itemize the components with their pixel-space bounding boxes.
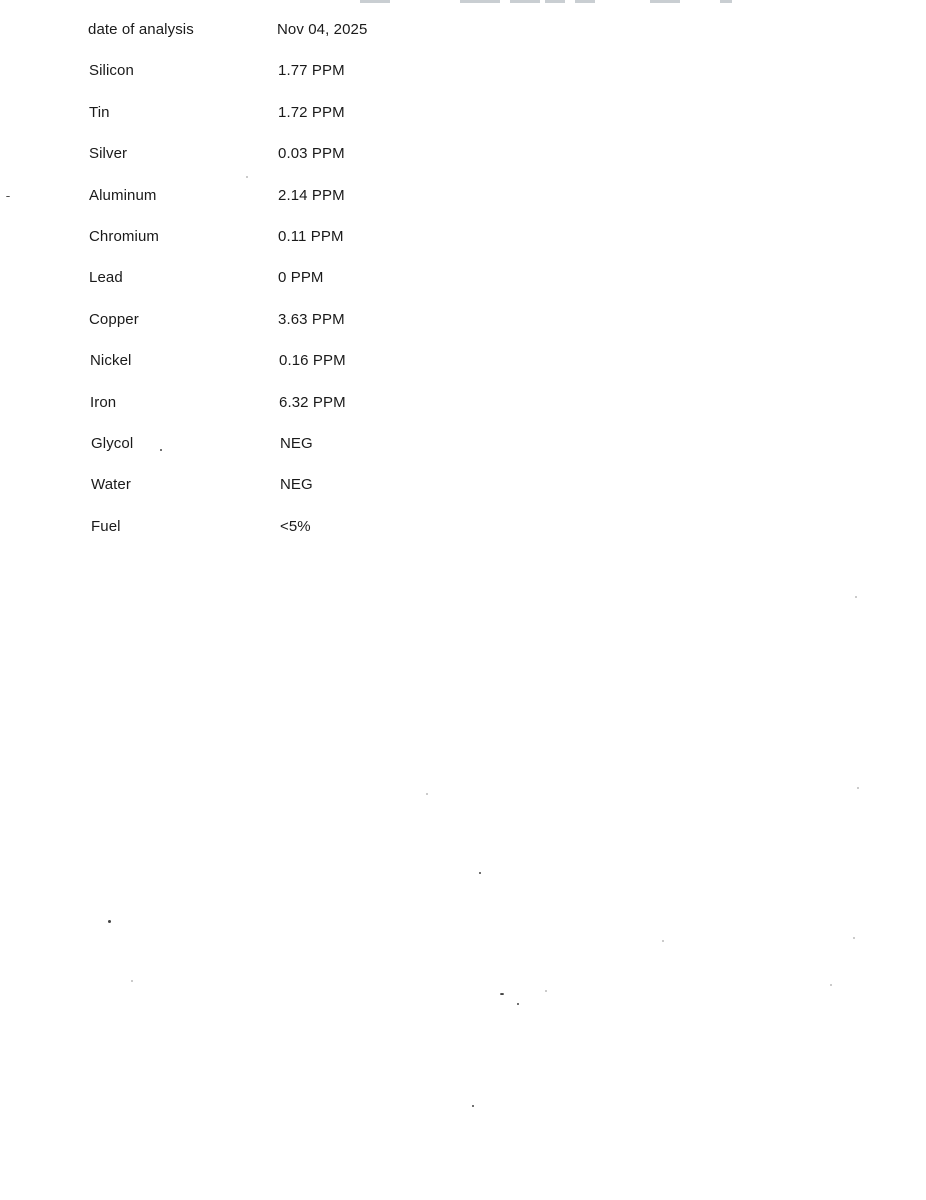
scan-speck — [246, 176, 248, 178]
scan-speck — [857, 787, 859, 789]
row-label: Nickel — [90, 352, 132, 370]
result-row-water — [88, 474, 508, 515]
row-label: date of analysis — [88, 21, 194, 38]
row-value: 0.11 PPM — [278, 227, 344, 245]
row-value: Nov 04, 2025 — [277, 21, 368, 38]
row-label: Glycol — [91, 434, 134, 452]
row-label: Iron — [90, 393, 117, 411]
scan-speck — [108, 920, 111, 923]
result-row-tin — [88, 102, 508, 143]
row-label: Tin — [89, 103, 110, 121]
row-value: 2.14 PPM — [278, 186, 345, 204]
result-row-silicon — [88, 60, 508, 101]
row-value: 0.03 PPM — [278, 145, 345, 163]
row-value: 3.63 PPM — [278, 310, 345, 328]
row-label: Copper — [89, 310, 139, 328]
row-label: Water — [91, 476, 131, 494]
scan-speck — [6, 196, 10, 197]
row-value: 0 PPM — [278, 269, 324, 287]
scan-speck — [662, 940, 664, 942]
result-row-fuel — [88, 516, 508, 557]
row-value: 0.16 PPM — [279, 352, 346, 370]
scan-speck — [426, 793, 428, 795]
result-row-copper — [88, 309, 508, 350]
result-row-glycol — [88, 433, 508, 474]
result-row-lead — [88, 267, 508, 308]
scan-speck — [855, 596, 857, 598]
result-row-iron — [88, 392, 508, 433]
result-row-aluminum — [88, 185, 508, 226]
row-label: Silver — [89, 145, 128, 163]
scan-speck — [545, 990, 547, 992]
row-value: 1.77 PPM — [278, 62, 345, 80]
row-value: NEG — [280, 434, 313, 452]
scan-speck — [517, 1003, 519, 1005]
scan-artifact-top-edge — [360, 0, 740, 3]
scan-speck — [830, 984, 832, 986]
row-value: NEG — [280, 476, 313, 494]
row-label: Silicon — [89, 62, 134, 80]
scan-speck — [500, 993, 504, 995]
row-value: <5% — [280, 517, 311, 535]
row-label: Fuel — [91, 517, 121, 535]
row-label: Chromium — [89, 227, 159, 245]
analysis-results-table — [88, 19, 508, 557]
row-value: 1.72 PPM — [278, 103, 345, 121]
result-row-silver — [88, 143, 508, 184]
scan-speck — [472, 1105, 474, 1107]
scan-speck — [853, 937, 855, 939]
scan-speck — [160, 449, 162, 451]
scan-speck — [131, 980, 133, 982]
scan-speck — [479, 872, 481, 874]
result-row-chromium — [88, 226, 508, 267]
result-row-date — [88, 19, 508, 60]
row-label: Aluminum — [89, 186, 157, 204]
row-value: 6.32 PPM — [279, 393, 346, 411]
result-row-nickel — [88, 350, 508, 391]
row-label: Lead — [89, 269, 123, 287]
